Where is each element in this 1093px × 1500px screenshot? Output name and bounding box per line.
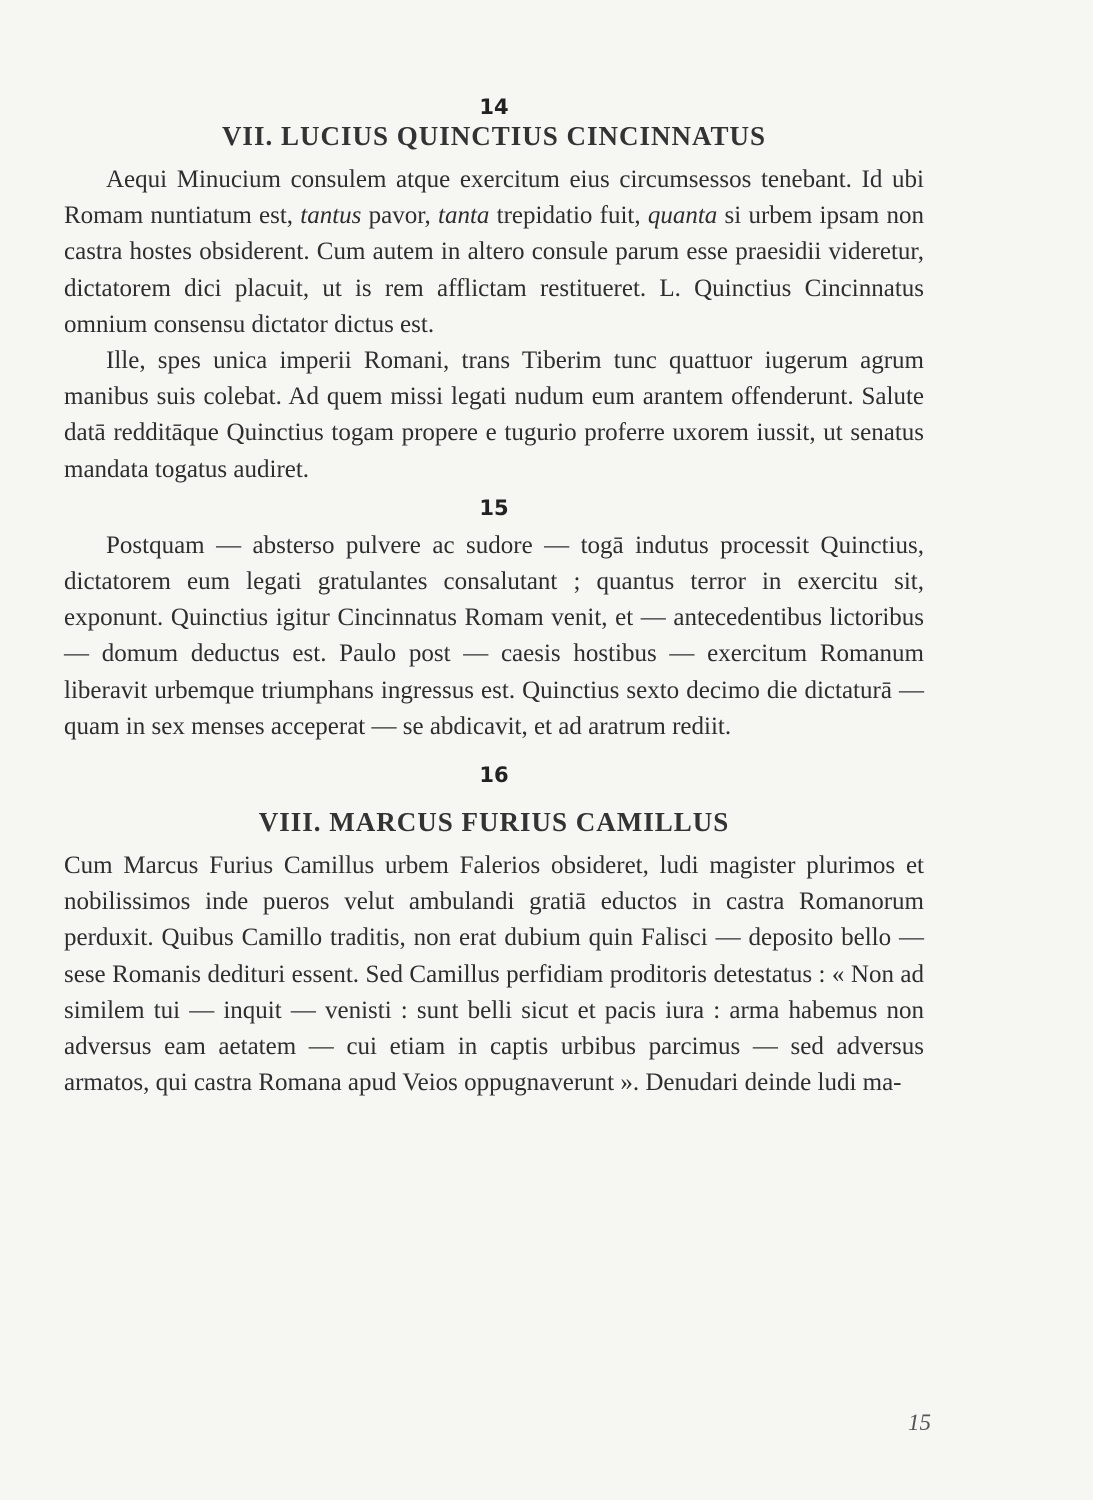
paragraph-14-1 — [64, 162, 924, 343]
text-run: si urbem ipsam non castra hostes obsiderent. Cum autem in altero consule parum esse praesidii videretur, dictatorem dici placuit, ut is rem afflictam restitueret. L. Quinctius Cincinnatus omnium consensu dictator dictus est. — [64, 202, 924, 338]
paragraph-14-2: Ille, spes unica imperii Romani, trans Tiberim tunc quattuor iugerum agrum manibus suis colebat. Ad quem missi legati nudum eum arantem offenderunt. Salute datā redditāque Quinctius togam propere e tugurio proferre uxorem iussit, ut senatus mandata togatus audiret. — [64, 347, 924, 483]
section-number-15: 15 — [479, 495, 509, 520]
section-number-16: 16 — [479, 763, 509, 788]
text-run: Aequi Minucium consulem atque exercitum eius circumsessos tenebant. Id ubi Romam nuntiatum est, — [64, 166, 924, 230]
chapter-title-cincinnatus: VII. LUCIUS QUINCTIUS CINCINNATUS — [221, 121, 767, 151]
page-number: 15 — [908, 1410, 931, 1435]
text-run: trepidatio fuit, — [489, 202, 648, 230]
italic-word: tanta — [438, 202, 490, 230]
chapter-title-camillus: VIII. MARCUS FURIUS CAMILLUS — [258, 807, 730, 838]
italic-word: quanta — [647, 202, 718, 230]
paragraph-16-1: Cum Marcus Furius Camillus urbem Falerios obsideret, ludi magister plurimos et nobilissimos inde pueros velut ambulandi gratiā eductos in castra Romanorum perduxit. Quibus Camillo traditis, non erat dubium quin Falisci — deposito bello — sese Romanis dedituri essent. Sed Camillus perfidiam proditoris detestatus : « Non ad similem tui — inquit — venisti : sunt belli sicut et pacis iura : arma habemus non adversus eam aetatem — cui etiam in captis urbibus parcimus — sed adversus armatos, qui castra Romana apud Veios oppugnaverunt ». Denudari deinde ludi ma- — [64, 852, 924, 1097]
text-run: pavor, — [361, 202, 438, 230]
italic-word: tantus — [300, 202, 362, 230]
section-number-14: 14 — [479, 95, 509, 119]
paragraph-15-1: Postquam — absterso pulvere ac sudore — togā indutus processit Quinctius, dictatorem eum legati gratulantes consalutant ; quantus terror in exercitu sit, exponunt. Quinctius igitur Cincinnatus Romam venit, et — antecedentibus lictoribus — domum deductus est. Paulo post — caesis hostibus — exercitum Romanum liberavit urbemque triumphans ingressus est. Quinctius sexto decimo die dictaturā — quam in sex menses acceperat — se abdicavit, et ad aratrum rediit. — [64, 531, 924, 740]
book-page — [64, 95, 924, 1101]
